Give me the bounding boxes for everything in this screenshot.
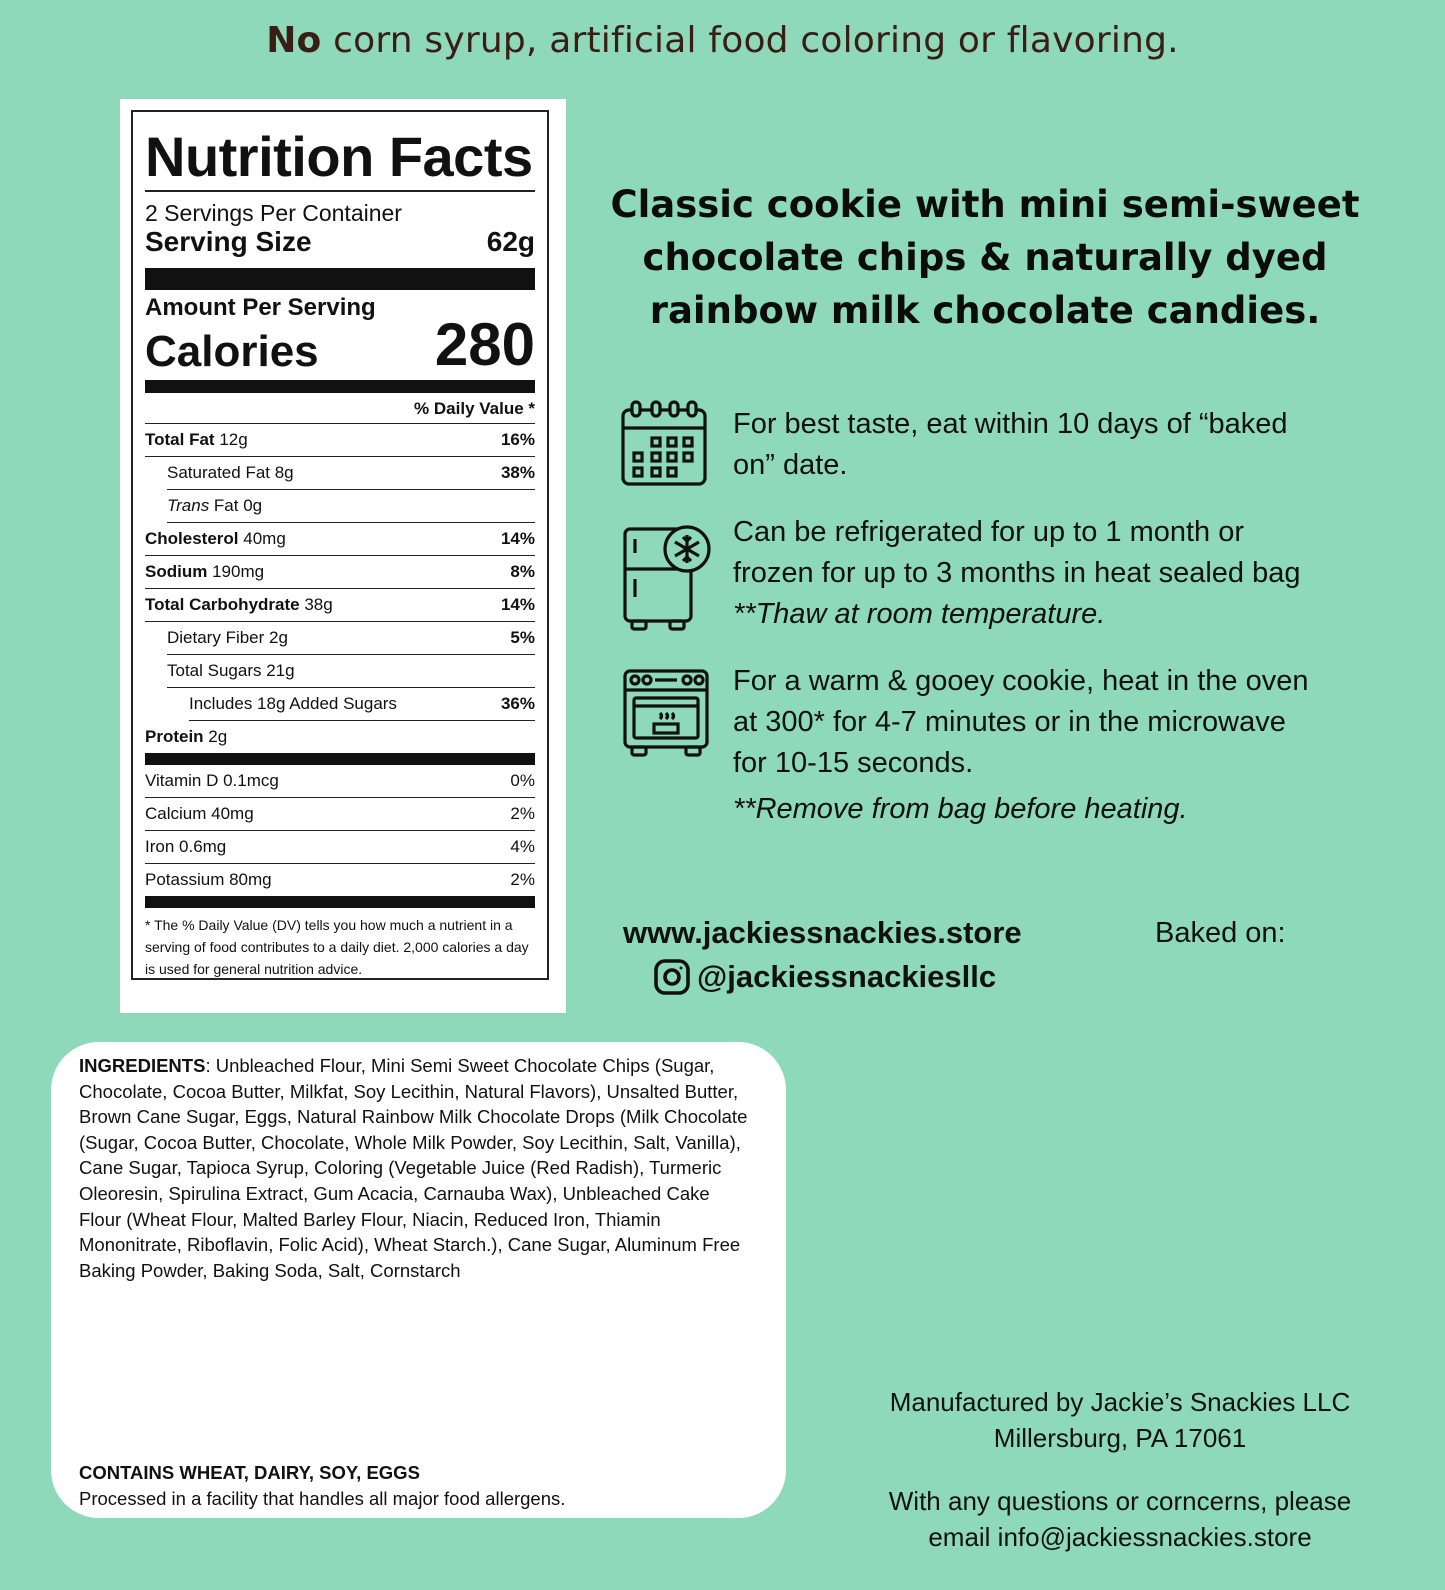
amount-per-serving: Amount Per Serving [145,294,376,321]
nutrient-percent: 14% [500,595,535,614]
nutrient-percent: 8% [510,562,535,581]
contains-statement: CONTAINS WHEAT, DAIRY, SOY, EGGS [79,1462,420,1483]
oven-icon [622,668,712,760]
nutrient-percent: 16% [500,430,535,449]
row-potassium [145,864,535,896]
tagline-line: rainbow milk chocolate candies. [649,289,1321,332]
row-total-carbohydrate [145,589,535,622]
fridge-icon [622,523,712,633]
manufacturer-address: Millersburg, PA 17061 [993,1423,1247,1453]
website-link[interactable]: www.jackiessnackies.store [623,915,1022,950]
tip-text: at 300* for 4-7 minutes or in the microwave [733,706,1286,738]
nutrient-percent: 4% [510,837,535,856]
nutrient-label: Total Fat [145,430,215,449]
tip-text: For best taste, eat within 10 days of “baked [733,408,1288,440]
divider-medium [145,753,535,765]
nutrient-percent: 2% [510,804,535,823]
instagram-icon [653,958,691,996]
nutrition-panel [120,99,566,1013]
nutrient-percent: 5% [510,628,535,647]
ingredients-list: : Unbleached Flour, Mini Semi Sweet Chocolate Chips (Sugar, Chocolate, Cocoa Butter, Milkfat, Soy Lecithin, Natural Flavors), Unsalted Butter, Brown Cane Sugar, Eggs, Natural Rainbow Milk Chocolate Drops (Milk Chocolate (Sugar, Cocoa Butter, Chocolate, Whole Milk Powder, Soy Lecithin, Salt, Vanilla), Cane Sugar, Tapioca Syrup, Coloring (Vegetable Juice (Red Radish), Turmeric Oleoresin, Spirulina Extract, Gum Acacia, Carnauba Wax), Unbleached Cake Flour (Wheat Flour, Malted Barley Flour, Niacin, Reduced Iron, Thiamin Mononitrate, Riboflavin, Folic Acid), Wheat Starch.), Cane Sugar, Aluminum Free Baking Powder, Baking Soda, Salt, Cornstarch [79,1055,748,1281]
row-vitamin-d [145,765,535,798]
servings-per-container: 2 Servings Per Container [145,200,402,226]
nutrient-amount: 38g [304,595,333,614]
nutrient-amount: 2g [208,727,228,746]
contact-text: With any questions or corncerns, please [888,1486,1352,1516]
tip-text: frozen for up to 3 months in heat sealed bag [733,557,1301,589]
row-total-sugars [167,655,535,688]
tip-storage [733,512,1373,635]
row-iron [145,831,535,864]
instagram-handle[interactable] [653,958,996,996]
tip-heating [733,661,1373,830]
calendar-icon [620,398,708,488]
nutrient-percent: 2% [510,870,535,889]
product-tagline [600,178,1370,337]
banner-rest: corn syrup, artificial food coloring or flavoring. [321,20,1179,61]
row-trans-fat [167,490,535,523]
row-dietary-fiber [167,622,535,655]
manufacturer-name: Manufactured by Jackie’s Snackies LLC [889,1387,1351,1417]
nutrient-label-italic: Trans [167,496,210,515]
contact-info [860,1483,1380,1555]
row-calcium [145,798,535,831]
nutrient-percent: 14% [500,529,535,548]
facility-statement: Processed in a facility that handles all major food allergens. [79,1488,566,1509]
tagline-line: Classic cookie with mini semi-sweet [610,183,1360,226]
nutrient-amount: 40mg [243,529,286,548]
row-added-sugars [189,688,535,721]
calories-label: Calories [145,327,319,376]
manufacturer-info [860,1384,1380,1456]
instagram-handle-text: @jackiessnackiesllc [697,959,997,994]
calories-value: 280 [434,311,535,378]
nutrient-label: Potassium 80mg [145,870,272,889]
contact-email[interactable]: email info@jackiessnackies.store [928,1522,1312,1552]
nutrient-label: Total Carbohydrate [145,595,300,614]
tip-text: Can be refrigerated for up to 1 month or [733,516,1245,548]
ingredients-label: INGREDIENTS [79,1055,206,1076]
nutrient-label: Iron 0.6mg [145,837,227,856]
tip-best-taste [733,404,1373,486]
tagline-line: chocolate chips & naturally dyed [642,236,1328,279]
row-sodium [145,556,535,589]
serving-size [145,226,535,258]
serving-size-label: Serving Size [145,226,312,257]
nutrient-label: Total Sugars 21g [167,661,295,680]
nutrient-percent: 38% [500,463,535,482]
nutrient-label: Includes 18g Added Sugars [189,694,397,713]
row-protein [145,721,535,753]
baked-on-label: Baked on: [1155,917,1286,949]
tip-text: For a warm & gooey cookie, heat in the oven [733,665,1309,697]
daily-value-footnote: * The % Daily Value (DV) tells you how much a nutrient in a serving of food contributes to a daily diet. 2,000 calories a day is used for general nutrition advice. [145,917,529,977]
divider-medium [145,380,535,393]
nutrient-label: Fat 0g [209,496,263,515]
ingredients-text [79,1053,756,1283]
nutrient-percent: 36% [500,694,535,713]
nutrition-title: Nutrition Facts [145,126,535,192]
tip-text: for 10-15 seconds. [733,747,974,779]
tip-note: **Remove from bag before heating. [733,793,1188,825]
allergen-info [79,1460,565,1512]
nutrient-label: Cholesterol [145,529,239,548]
calories-row [145,311,535,378]
row-total-fat [145,424,535,457]
daily-value-header: % Daily Value * [145,393,535,424]
row-cholesterol [145,523,535,556]
nutrient-percent: 0% [510,771,535,790]
nutrient-label: Sodium [145,562,208,581]
top-banner [0,20,1445,61]
nutrient-label: Calcium 40mg [145,804,254,823]
banner-bold: No [266,20,322,61]
nutrient-amount: 12g [219,430,248,449]
nutrient-label: Vitamin D 0.1mcg [145,771,279,790]
tip-note: **Thaw at room temperature. [733,598,1106,630]
nutrient-label: Dietary Fiber 2g [167,628,288,647]
ingredients-panel [51,1042,786,1518]
nutrient-amount: 190mg [212,562,265,581]
divider-medium [145,896,535,908]
nutrition-facts-label [131,110,549,980]
serving-size-value: 62g [486,226,535,257]
nutrient-label: Protein [145,727,204,746]
divider-thick [145,268,535,290]
nutrient-label: Saturated Fat 8g [167,463,294,482]
row-saturated-fat [167,457,535,490]
tip-text: on” date. [733,449,848,481]
